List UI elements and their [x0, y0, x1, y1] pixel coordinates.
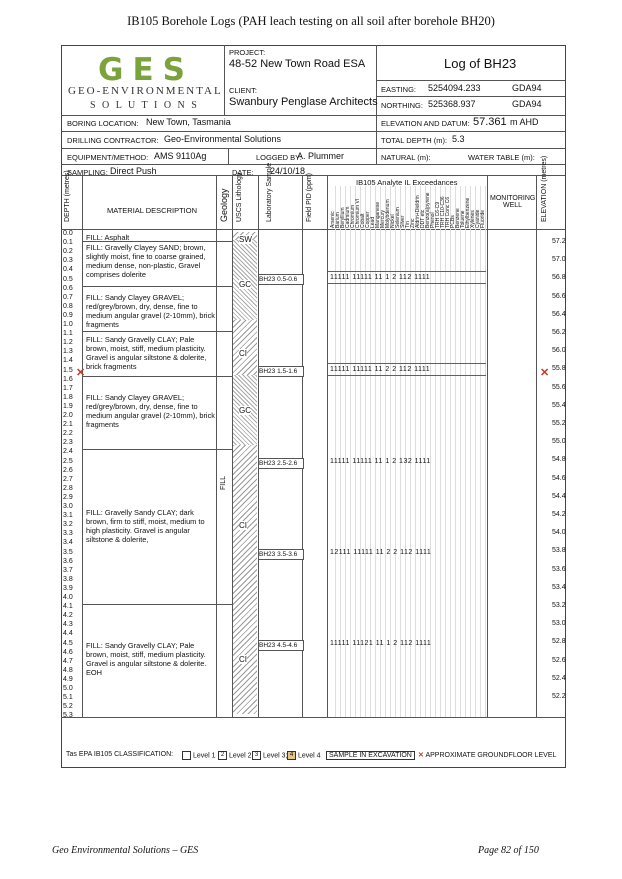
- sample-5: BH23 4.5-4.6: [258, 640, 304, 651]
- layer-5-uscs: GC: [239, 406, 251, 415]
- analyte-label: Cyanide: [475, 209, 481, 228]
- elevation-unit: m AHD: [510, 117, 539, 127]
- analyte-label: Copper: [365, 211, 371, 228]
- sample-2-codes: 11111 11111 11 2 2 112 1111: [330, 366, 431, 373]
- depth-tick: 2.9: [63, 493, 73, 501]
- elevation-tick: 53.6: [552, 565, 566, 573]
- elevation-tick: 57.0: [552, 256, 566, 264]
- analyte-label: TRH Conc C6: [445, 196, 451, 228]
- layer-3-description: FILL: Sandy Clayey GRAVEL; red/grey/brown, dry, dense, fine to medium angular gravel (2-10mm), brick fragments: [86, 293, 215, 329]
- material-header: MATERIAL DESCRIPTION: [107, 206, 198, 215]
- analyte-label: PCBs: [450, 215, 456, 228]
- layer-2-description: FILL: Gravelly Clayey SAND; brown, slightly moist, fine to coarse grained, medium dense, non-plastic, Gravel comprises dolerite: [86, 243, 206, 279]
- footer-page: Page 82 of 150: [478, 845, 539, 856]
- analyte-label: Cadmium: [345, 206, 351, 228]
- sample-1-codes: 11111 11111 11 1 2 112 1111: [330, 274, 431, 281]
- analyte-label: Barium: [335, 212, 341, 228]
- analyte-label: Selenium: [395, 207, 401, 228]
- depth-tick: 1.4: [63, 357, 73, 365]
- logo-line2: S O L U T I O N S: [90, 100, 199, 111]
- equipment-value: AMS 9110Ag: [154, 151, 207, 161]
- depth-tick: 3.2: [63, 521, 73, 529]
- analyte-label: Toluene: [460, 210, 466, 228]
- footer-left: Geo Environmental Solutions – GES: [52, 845, 199, 856]
- layer-1-description: FILL: Asphalt: [86, 233, 130, 242]
- client-value: Swanbury Penglase Architects: [229, 96, 378, 108]
- depth-tick: 5.1: [63, 694, 73, 702]
- analyte-label: Tin: [405, 221, 411, 228]
- water-table-label: WATER TABLE (m):: [468, 153, 535, 162]
- depth-tick: 2.6: [63, 466, 73, 474]
- sample-3: BH23 2.5-2.6: [258, 458, 304, 469]
- legend-excavation: SAMPLE IN EXCAVATION: [326, 751, 415, 760]
- pid-header: Field PID (ppm): [306, 172, 313, 222]
- sampling-label: SAMPLING:: [67, 168, 108, 177]
- depth-tick: 1.2: [63, 339, 73, 347]
- depth-tick: 2.5: [63, 457, 73, 465]
- boring-location-label: BORING LOCATION:: [67, 119, 139, 128]
- depth-tick: 4.7: [63, 657, 73, 665]
- legend-x-icon: ✕: [418, 752, 424, 759]
- elevation-header: ELEVATION (metres): [541, 155, 548, 222]
- depth-tick: 1.9: [63, 402, 73, 410]
- depth-tick: 4.5: [63, 639, 73, 647]
- elevation-tick: 53.0: [552, 620, 566, 628]
- depth-tick: 0.0: [63, 230, 73, 237]
- elevation-tick: 56.0: [552, 347, 566, 355]
- elevation-value: 57.361: [473, 116, 507, 128]
- elevation-tick: 53.4: [552, 583, 566, 591]
- total-depth-value: 5.3: [452, 134, 465, 144]
- drilling-label: DRILLING CONTRACTOR:: [67, 136, 159, 145]
- analyte-label: TRH C6-C9: [435, 201, 441, 228]
- drilling-value: Geo-Environmental Solutions: [164, 134, 282, 144]
- analyte-label: DDT etc: [420, 209, 426, 228]
- depth-tick: 0.8: [63, 302, 73, 310]
- legend-box4: 4: [287, 751, 296, 760]
- log-title: Log of BH23: [444, 56, 517, 71]
- analyte-label: Arsenic: [330, 211, 336, 228]
- analyte-label: Benzene: [455, 208, 461, 228]
- layer-7-uscs: CI: [239, 655, 247, 664]
- ges-logo: [86, 53, 206, 83]
- northing-datum: GDA94: [512, 99, 542, 109]
- elevation-tick: 56.4: [552, 310, 566, 318]
- depth-tick: 0.2: [63, 248, 73, 256]
- depth-tick: 2.3: [63, 439, 73, 447]
- depth-tick: 5.3: [63, 712, 73, 720]
- depth-tick: 4.6: [63, 648, 73, 656]
- depth-tick: 2.4: [63, 448, 73, 456]
- legend-level4: Level 4: [297, 752, 321, 760]
- elevation-tick: 54.2: [552, 511, 566, 518]
- depth-tick: 3.1: [63, 512, 73, 520]
- project-value: 48-52 New Town Road ESA: [229, 58, 366, 70]
- logged-by-label: LOGGED BY:: [256, 153, 302, 162]
- elevation-tick: 52.4: [552, 674, 566, 682]
- sample-3-codes: 11111 11111 11 1 2 132 1111: [330, 458, 431, 465]
- depth-tick: 2.1: [63, 421, 73, 429]
- depth-tick: 4.2: [63, 612, 73, 620]
- depth-tick: 4.9: [63, 675, 73, 683]
- groundfloor-marker-right: ✕: [540, 367, 550, 379]
- elevation-tick: 56.6: [552, 292, 566, 300]
- equipment-label: EQUIPMENT/METHOD:: [67, 153, 149, 162]
- geology-fill-label: FILL: [220, 475, 227, 490]
- elevation-tick: 53.2: [552, 602, 566, 609]
- depth-tick: 3.4: [63, 539, 73, 547]
- page-header: IB105 Borehole Logs (PAH leach testing on all soil after borehole BH20): [127, 14, 495, 28]
- legend-level2: Level 2;: [228, 752, 254, 760]
- elevation-tick: 52.8: [552, 638, 566, 646]
- depth-tick: 0.7: [63, 293, 73, 301]
- logged-by-value: A. Plummer: [297, 151, 345, 161]
- analyte-label: Chromium VI: [355, 198, 361, 228]
- boring-location-value: New Town, Tasmania: [146, 117, 231, 127]
- depth-tick: 5.0: [63, 685, 73, 692]
- depth-tick: 2.8: [63, 484, 73, 492]
- depth-tick: 2.2: [63, 430, 73, 438]
- depth-tick: 0.9: [63, 311, 73, 319]
- depth-tick: 1.0: [63, 321, 73, 328]
- analytes-header: IB105 Analyte IL Exceedances: [356, 178, 458, 187]
- analyte-label: Molybdenum: [385, 199, 391, 228]
- depth-tick: 3.0: [63, 503, 73, 510]
- depth-tick: 2.7: [63, 475, 73, 483]
- elevation-tick: 56.2: [552, 329, 566, 336]
- sample-5-codes: 11111 11121 11 1 2 112 1111: [330, 640, 432, 647]
- analyte-label: Nickel: [390, 214, 396, 228]
- elevation-tick: 55.2: [552, 420, 566, 427]
- depth-tick: 3.8: [63, 575, 73, 583]
- easting-value: 5254094.233: [428, 83, 481, 93]
- analyte-label: TRH C10-C36: [440, 196, 446, 228]
- groundfloor-marker-left: ✕: [76, 367, 86, 379]
- svg-text:GES: GES: [98, 53, 194, 83]
- easting-datum: GDA94: [512, 83, 542, 93]
- legend-prefix: Tas EPA IB105 CLASSIFICATION:: [66, 751, 174, 758]
- sample-1: BH23 0.5-0.6: [258, 274, 304, 285]
- layer-6-description: FILL: Gravelly Sandy CLAY; dark brown, firm to stiff, moist, medium to high plasticity. Gravel is angular siltstone & dolerite,: [86, 508, 205, 544]
- analyte-label: Xylenes: [470, 210, 476, 228]
- geology-header: Geology: [219, 188, 229, 222]
- lab-header: Laboratory Sample: [266, 162, 273, 222]
- elevation-tick: 53.8: [552, 547, 566, 555]
- layer-2-uscs: SW: [239, 235, 252, 244]
- total-depth-label: TOTAL DEPTH (m):: [381, 136, 448, 145]
- depth-tick: 1.6: [63, 375, 73, 383]
- elevation-tick: 52.2: [552, 693, 566, 700]
- elevation-tick: 54.4: [552, 492, 566, 500]
- monitoring-header: MONITORING WELL: [490, 195, 536, 209]
- legend-box3: 3: [252, 751, 261, 760]
- northing-label: NORTHING:: [381, 101, 423, 110]
- depth-tick: 0.5: [63, 275, 73, 283]
- elevation-label: ELEVATION AND DATUM:: [381, 119, 470, 128]
- legend-level1: Level 1: [192, 752, 216, 760]
- elevation-tick: 55.6: [552, 383, 566, 391]
- date-label: DATE:: [232, 168, 254, 177]
- analyte-label: Phenol: [430, 212, 436, 228]
- analyte-label: Chromium: [350, 204, 356, 228]
- elevation-tick: 55.0: [552, 438, 566, 446]
- depth-tick: 1.3: [63, 348, 73, 356]
- depth-tick: 1.7: [63, 384, 73, 392]
- depth-tick: 3.5: [63, 548, 73, 556]
- analyte-label: Zinc: [410, 218, 416, 228]
- depth-tick: 3.3: [63, 530, 73, 538]
- layer-5-description: FILL: Sandy Clayey GRAVEL; red/grey/brown, dry, dense, fine to medium angular gravel (2-10mm), brick fragments: [86, 393, 215, 429]
- sampling-value: Direct Push: [110, 166, 157, 176]
- sample-2: BH23 1.5-1.6: [258, 366, 304, 377]
- depth-tick: 4.1: [63, 603, 73, 611]
- legend-groundfloor: APPROXIMATE GROUNDFLOOR LEVEL: [425, 752, 557, 759]
- layer-3-uscs: GC: [239, 280, 251, 289]
- layer-4-description: FILL: Sandy Gravelly CLAY; Pale brown, moist, stiff, medium plasticity. Gravel is angular siltstone & dolerite, brick fragments: [86, 335, 207, 371]
- analyte-label: Silver: [400, 215, 406, 228]
- elevation-tick: 55.4: [552, 401, 566, 409]
- depth-tick: 3.9: [63, 584, 73, 592]
- northing-value: 525368.937: [428, 99, 476, 109]
- depth-tick: 5.2: [63, 703, 73, 711]
- easting-label: EASTING:: [381, 85, 417, 94]
- depth-tick: 4.0: [63, 594, 73, 601]
- date-value: 24/10/18: [270, 166, 306, 176]
- depth-tick: 0.1: [63, 239, 73, 247]
- analyte-label: Beryllium: [340, 207, 346, 228]
- depth-tick: 3.6: [63, 557, 73, 565]
- elevation-tick: 54.8: [552, 456, 566, 464]
- depth-tick: 4.4: [63, 630, 73, 638]
- logo-line1: GEO-ENVIRONMENTAL: [68, 85, 223, 97]
- depth-tick: 2.0: [63, 412, 73, 419]
- layer-6-uscs: CI: [239, 521, 247, 530]
- layer-4-uscs: CI: [239, 349, 247, 358]
- analyte-label: Lead: [370, 216, 376, 228]
- project-label: PROJECT:: [229, 48, 266, 57]
- legend-box2: 2: [218, 751, 227, 760]
- analyte-label: Ethylbenzene: [465, 197, 471, 228]
- elevation-tick: 55.8: [552, 365, 566, 373]
- elevation-tick: 56.8: [552, 274, 566, 282]
- depth-tick: 0.6: [63, 284, 73, 292]
- analyte-label: Fluoride: [480, 209, 486, 228]
- analyte-label: Benzo(a)pyrene: [425, 192, 431, 228]
- depth-tick: 1.1: [63, 330, 73, 338]
- depth-tick: 0.3: [63, 257, 73, 265]
- depth-tick: 0.4: [63, 266, 73, 274]
- sample-4: BH23 3.5-3.6: [258, 549, 304, 560]
- depth-tick: 4.8: [63, 666, 73, 674]
- elevation-tick: 54.6: [552, 474, 566, 482]
- sample-4-codes: 12111 11111 11 2 2 112 1111: [330, 549, 432, 556]
- elevation-tick: 57.2: [552, 238, 566, 245]
- depth-tick: 1.8: [63, 393, 73, 401]
- uscs-header: USCS Lithology: [236, 172, 243, 222]
- depth-tick: 3.7: [63, 566, 73, 574]
- elevation-tick: 54.0: [552, 529, 566, 537]
- analyte-label: Manganese: [375, 201, 381, 228]
- natural-label: NATURAL (m):: [381, 153, 431, 162]
- analyte-label: Aldrin+Dieldrin: [415, 195, 421, 228]
- depth-header: DEPTH (metres): [64, 170, 71, 222]
- depth-tick: 4.3: [63, 621, 73, 629]
- analyte-label: Cobalt: [360, 213, 366, 228]
- analyte-label: Mercury: [380, 209, 386, 228]
- client-label: CLIENT:: [229, 86, 257, 95]
- legend-level3: Level 3;: [262, 752, 288, 760]
- elevation-tick: 52.6: [552, 656, 566, 664]
- layer-7-description: FILL: Sandy Gravelly CLAY; Pale brown, moist, stiff, medium plasticity. Gravel is angular siltstone & dolerite. EOH: [86, 641, 207, 677]
- depth-tick: 1.5: [63, 366, 73, 374]
